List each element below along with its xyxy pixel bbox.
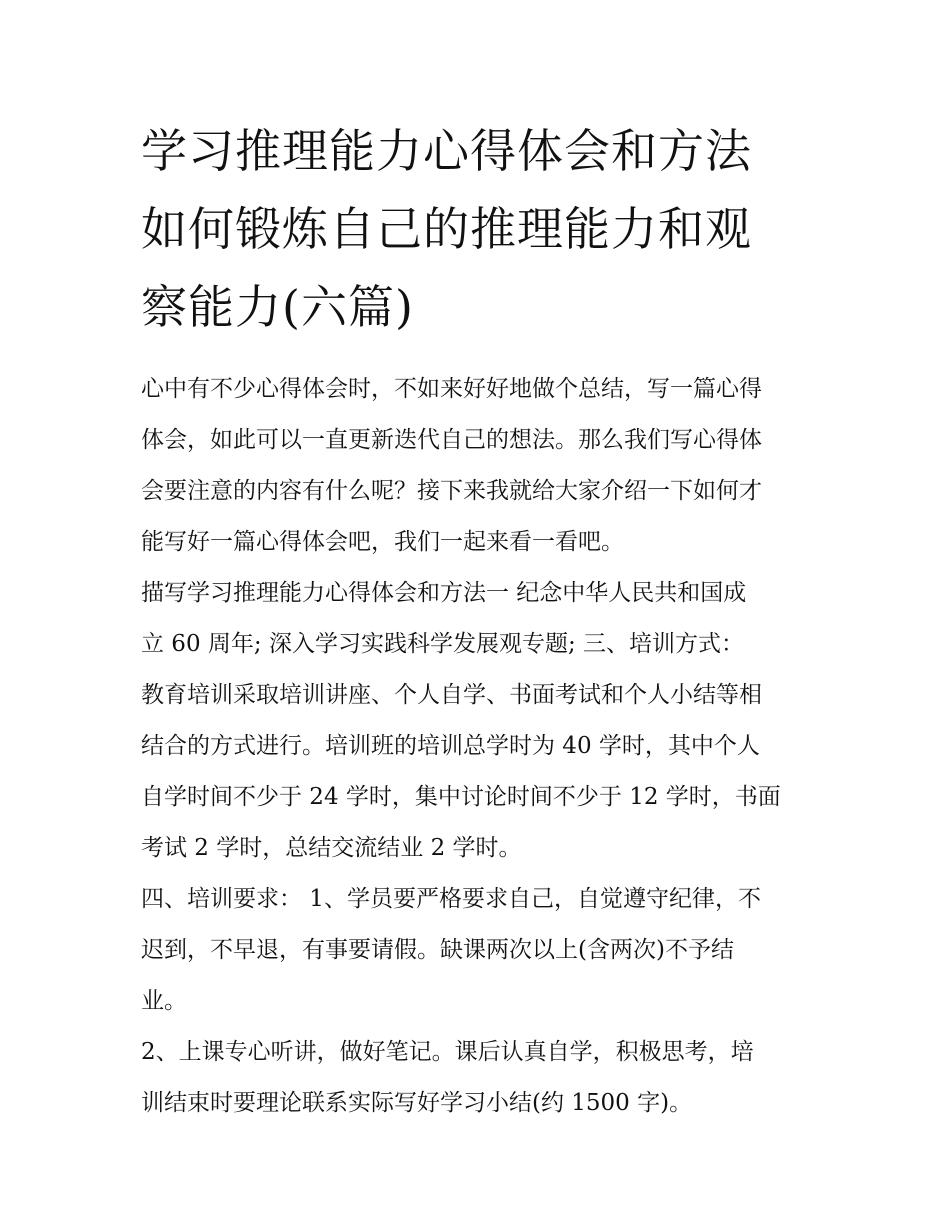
text-line: 考试 2 学时，总结交流结业 2 学时。 — [141, 835, 522, 861]
title-line: 学习推理能力心得体会和方法 — [141, 124, 752, 178]
requirement-two-paragraph — [141, 1027, 816, 1129]
text-line: 描写学习推理能力心得体会和方法一 纪念中华人民共和国成 — [141, 580, 747, 606]
text-line: 自学时间不少于 24 学时，集中讨论时间不少于 12 学时，书面 — [141, 784, 781, 810]
document-page — [141, 112, 816, 1129]
training-method-paragraph — [141, 670, 816, 874]
text-line: 能写好一篇心得体会吧，我们一起来看一看吧。 — [141, 529, 624, 555]
text-line: 会要注意的内容有什么呢？接下来我就给大家介绍一下如何才 — [141, 478, 762, 504]
text-line: 2、上课专心听讲，做好笔记。课后认真自学，积极思考，培 — [141, 1039, 754, 1065]
document-title — [141, 112, 816, 346]
section-one-paragraph — [141, 568, 816, 670]
training-requirements-paragraph — [141, 874, 816, 1027]
text-line: 训结束时要理论联系实际写好学习小结(约 1500 字)。 — [141, 1090, 693, 1116]
text-line: 体会，如此可以一直更新迭代自己的想法。那么我们写心得体 — [141, 427, 762, 453]
document-body — [141, 364, 816, 1129]
text-line: 结合的方式进行。培训班的培训总学时为 40 学时，其中个人 — [141, 733, 760, 759]
text-line: 立 60 周年; 深入学习实践科学发展观专题; 三、培训方式： — [141, 631, 745, 657]
text-line: 教育培训采取培训讲座、个人自学、书面考试和个人小结等相 — [141, 682, 762, 708]
intro-paragraph — [141, 364, 816, 568]
title-line: 察能力(六篇) — [141, 280, 414, 334]
text-line: 迟到，不早退，有事要请假。缺课两次以上(含两次)不予结 — [141, 937, 734, 963]
text-line: 心中有不少心得体会时，不如来好好地做个总结，写一篇心得 — [141, 376, 762, 402]
title-line: 如何锻炼自己的推理能力和观 — [141, 202, 752, 256]
text-line: 业。 — [141, 988, 187, 1014]
text-line: 四、培训要求： 1、学员要严格要求自己，自觉遵守纪律，不 — [141, 886, 761, 912]
